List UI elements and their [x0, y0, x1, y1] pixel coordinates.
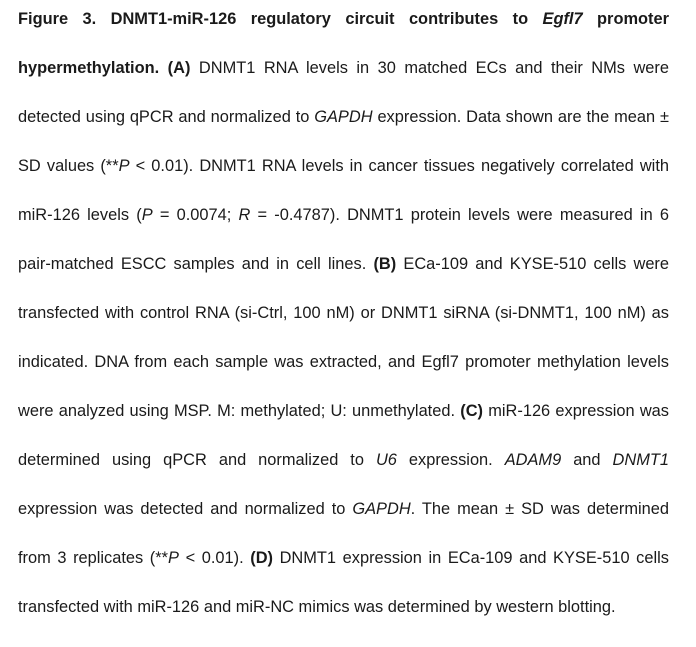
panel-c-text-4: . The mean ± SD was determined from 3 replicates (** — [18, 500, 669, 567]
panel-b-label: (B) — [373, 255, 397, 273]
figure-title-gene: Egfl7 — [542, 10, 583, 28]
panel-c-text-3: expression was detected and normalized to — [18, 500, 346, 518]
figure-caption — [18, 0, 669, 632]
figure-title-part-2: promoter hypermethylation. — [18, 10, 669, 77]
panel-c-p-symbol: P — [168, 549, 179, 567]
panel-a-text-1: DNMT1 RNA levels in 30 matched ECs and their NMs were detected using qPCR and normalized to — [18, 59, 669, 126]
panel-c-text-1: miR-126 expression was determined using qPCR and normalized to — [18, 402, 669, 469]
figure-label: Figure 3. — [18, 10, 97, 28]
panel-d-label: (D) — [250, 549, 273, 567]
panel-a-text-3: < 0.01). DNMT1 RNA levels in cancer tissues negatively correlated with miR-126 levels ( — [18, 157, 669, 224]
panel-a-p-symbol-1: P — [118, 157, 130, 175]
panel-a-gapdh: GAPDH — [314, 108, 373, 126]
panel-a-text-5: = -0.4787). DNMT1 protein levels were measured in 6 pair-matched ESCC samples and in cell lines. — [18, 206, 669, 273]
panel-c-dnmt1: DNMT1 — [612, 451, 669, 469]
panel-c-u6: U6 — [375, 451, 397, 469]
panel-a-r-symbol: R — [238, 206, 251, 224]
panel-b-text: ECa-109 and KYSE-510 cells were transfected with control RNA (si-Ctrl, 100 nM) or DNMT1 siRNA (si-DNMT1, 100 nM) as indicated. DNA from each sample was extracted, and Egfl7 promoter methylation levels were analyzed using MSP. M: methylated; U: unmethylated. — [18, 255, 670, 420]
panel-d-text: DNMT1 expression in ECa-109 and KYSE-510 cells transfected with miR-126 and miR-NC mimics was determined by western blotting. — [18, 549, 669, 616]
panel-c-adam9: ADAM9 — [504, 451, 562, 469]
panel-a-label: (A) — [167, 59, 191, 77]
panel-a-text-2: expression. Data shown are the mean ± SD values (** — [18, 108, 669, 175]
panel-c-gapdh: GAPDH — [352, 500, 411, 518]
figure-title-part-1: DNMT1-miR-126 regulatory circuit contributes to — [110, 10, 529, 28]
panel-c-and: and — [573, 451, 601, 469]
panel-c-text-5: < 0.01). — [185, 549, 244, 567]
panel-c-text-2: expression. — [408, 451, 493, 469]
panel-a-p-symbol-2: P — [141, 206, 153, 224]
panel-c-label: (C) — [460, 402, 484, 420]
panel-a-text-4: = 0.0074; — [159, 206, 232, 224]
